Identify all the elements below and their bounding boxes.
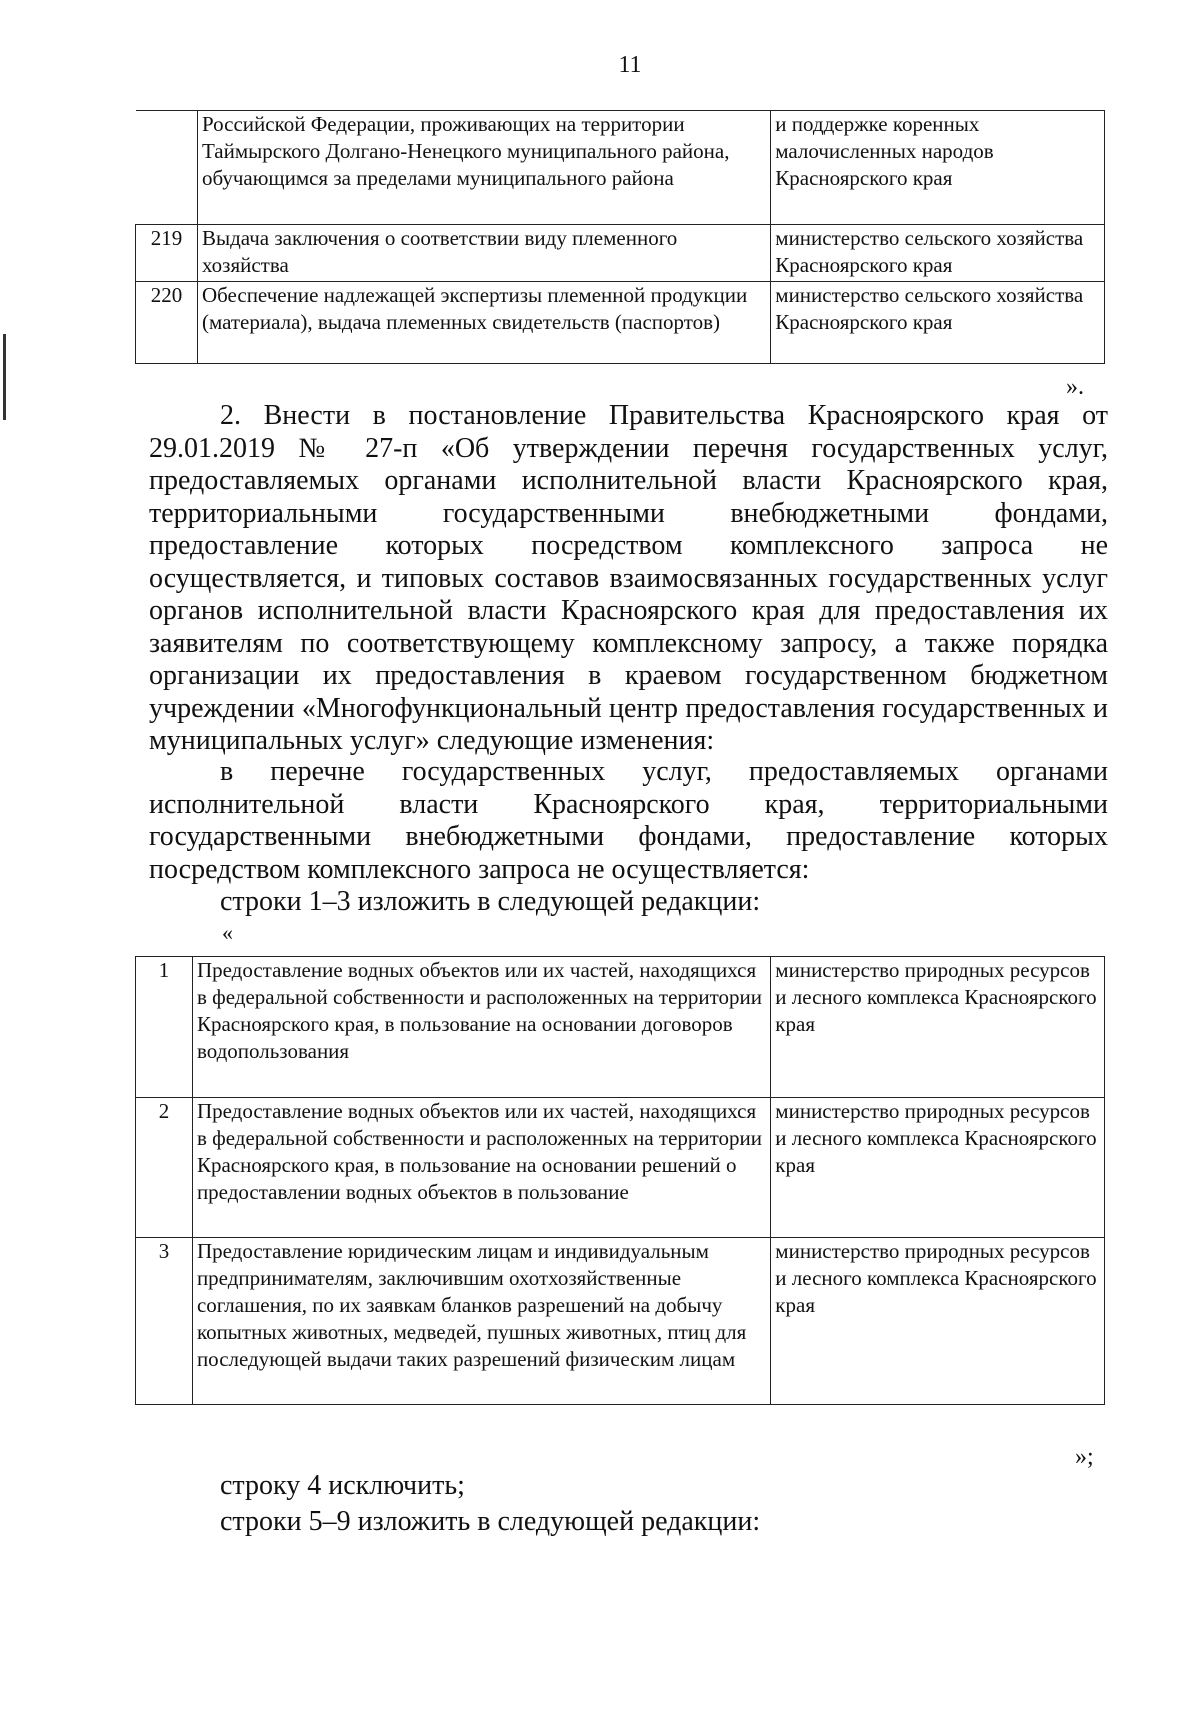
table-row (136, 957, 1105, 1098)
authority-cell: министерство сельского хозяйства Красноярского края (771, 225, 1105, 282)
service-name-cell: Предоставление водных объектов или их частей, находящихся в федеральной собственности и расположенных на территории Красноярского края, в пользование на основании договоров водопользования (192, 957, 770, 1098)
authority-cell: министерство природных ресурсов и лесного комплекса Красноярского края (771, 957, 1105, 1098)
row-number-cell: 1 (136, 957, 193, 1098)
scan-edge-mark (3, 334, 6, 420)
authority-cell: министерство сельского хозяйства Красноярского края (771, 282, 1105, 364)
instruction-rows-5-9: строки 5–9 изложить в следующей редакции: (220, 1506, 761, 1537)
closing-quote: ». (1066, 374, 1084, 400)
row-number-cell (136, 111, 198, 225)
service-name-cell: Российской Федерации, проживающих на территории Таймырского Долгано-Ненецкого муниципального района, обучающимся за пределами муниципального района (197, 111, 770, 225)
row-number-cell: 3 (136, 1238, 193, 1405)
authority-cell: министерство природных ресурсов и лесного комплекса Красноярского края (771, 1238, 1105, 1405)
row-number-cell: 220 (136, 282, 198, 364)
services-table-continued (135, 110, 1105, 364)
table-row (136, 282, 1105, 364)
service-name-cell: Предоставление юридическим лицам и индивидуальным предпринимателям, заключившим охотхозяйственные соглашения, по их заявкам бланков разрешений на добычу копытных животных, медведей, пушных животных, птиц для последующей выдачи таких разрешений физическим лицам (192, 1238, 770, 1405)
closing-quote: »; (1075, 1444, 1094, 1470)
services-table-amended (135, 956, 1105, 1405)
table-row (136, 111, 1105, 225)
row-number-cell: 219 (136, 225, 198, 282)
page-number: 11 (618, 52, 642, 78)
list-reference-paragraph: в перечне государственных услуг, предоставляемых органами исполнительной власти Красноярского края, территориальными государственными внебюджетными фондами, предоставление которых посредством комплексного запроса не осуществляется: (149, 756, 1108, 885)
service-name-cell: Обеспечение надлежащей экспертизы племенной продукции (материала), выдача племенных свидетельств (паспортов) (197, 282, 770, 364)
authority-cell: и поддержке коренных малочисленных народов Красноярского края (771, 111, 1105, 225)
instruction-row-4: строку 4 исключить; (220, 1470, 465, 1501)
table-row (136, 225, 1105, 282)
row-number-cell: 2 (136, 1098, 193, 1238)
instruction-rows-1-3: строки 1–3 изложить в следующей редакции: (220, 886, 761, 917)
service-name-cell: Предоставление водных объектов или их частей, находящихся в федеральной собственности и расположенных на территории Красноярского края, в пользование на основании решений о предоставлении водных объектов в пользование (192, 1098, 770, 1238)
service-name-cell: Выдача заключения о соответствии виду племенного хозяйства (197, 225, 770, 282)
authority-cell: министерство природных ресурсов и лесного комплекса Красноярского края (771, 1098, 1105, 1238)
opening-quote: « (222, 920, 233, 945)
table-row (136, 1098, 1105, 1238)
amendment-paragraph: 2. Внести в постановление Правительства Красноярского края от 29.01.2019 № 27-п «Об утверждении перечня государственных услуг, предоставляемых органами исполнительной власти Красноярского края, территориальными государственными внебюджетными фондами, предоставление которых посредством комплексного запроса не осуществляется, и типовых составов взаимосвязанных государственных услуг органов исполнительной власти Красноярского края для предоставления их заявителям по соответствующему комплексному запросу, а также порядка организации их предоставления в краевом государственном бюджетном учреждении «Многофункциональный центр предоставления государственных и муниципальных услуг» следующие изменения: (149, 400, 1108, 756)
table-row (136, 1238, 1105, 1405)
